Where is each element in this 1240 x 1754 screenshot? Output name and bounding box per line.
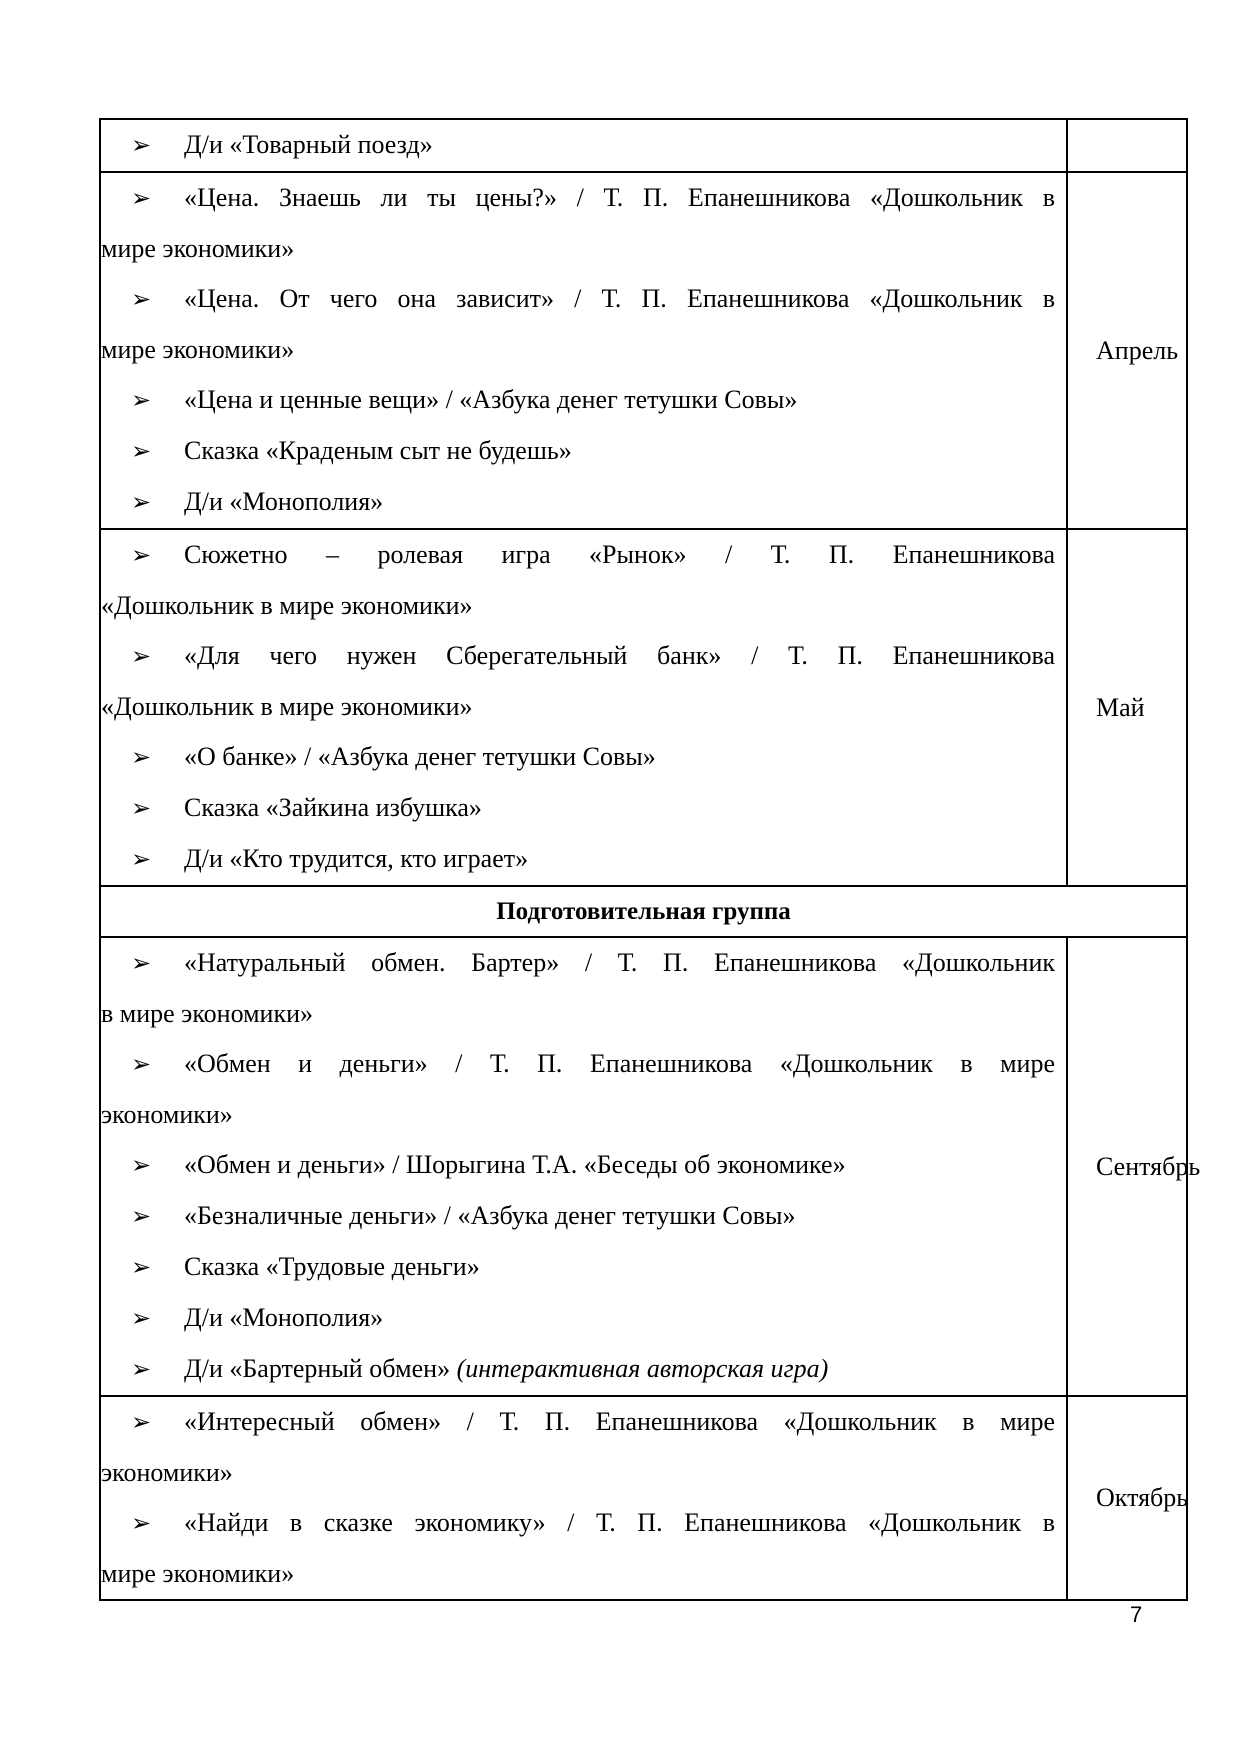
- list-item: [131, 274, 1055, 325]
- list-item: [131, 732, 1055, 783]
- arrow-bullet-icon: ➢: [131, 847, 152, 873]
- activities-cell: [100, 172, 1067, 529]
- table-row: [100, 937, 1187, 1396]
- table-row: [100, 172, 1187, 529]
- group-header-row: [100, 886, 1187, 937]
- plan-table: [99, 118, 1201, 1601]
- list-item: [131, 1242, 1055, 1293]
- list-item: [131, 631, 1055, 682]
- arrow-bullet-icon: ➢: [131, 1306, 152, 1332]
- item-text: Д/и «Монополия»: [184, 1303, 384, 1332]
- arrow-bullet-icon: ➢: [131, 439, 152, 465]
- item-note: (интерактивная авторская игра): [456, 1354, 829, 1383]
- item-text: «Цена. Знаешь ли ты цены?» / Т. П. Епанешникова «Дошкольник в: [184, 183, 1055, 212]
- item-text: Сюжетно – ролевая игра «Рынок» / Т. П. Епанешникова: [184, 540, 1055, 569]
- item-text: Д/и «Кто трудится, кто играет»: [184, 844, 529, 873]
- list-item: [131, 1293, 1055, 1344]
- item-text: «Интересный обмен» / Т. П. Епанешникова «Дошкольник в мире: [184, 1407, 1055, 1436]
- item-text-continuation: мире экономики»: [101, 234, 295, 263]
- arrow-bullet-icon: ➢: [131, 287, 152, 313]
- arrow-bullet-icon: ➢: [131, 1204, 152, 1230]
- item-text-continuation: в мире экономики»: [101, 999, 313, 1028]
- table-row: [100, 119, 1187, 172]
- arrow-bullet-icon: ➢: [131, 1410, 152, 1436]
- list-item: [131, 1140, 1055, 1191]
- item-text-continuation: экономики»: [101, 1100, 233, 1129]
- activities-cell: [100, 1396, 1067, 1600]
- group-title: Подготовительная группа: [100, 886, 1187, 937]
- item-text-continuation: мире экономики»: [101, 335, 295, 364]
- list-item: [131, 1397, 1055, 1448]
- list-item: [131, 1039, 1055, 1090]
- list-item: [131, 426, 1055, 477]
- arrow-bullet-icon: ➢: [131, 543, 152, 569]
- item-text: Сказка «Трудовые деньги»: [184, 1252, 480, 1281]
- arrow-bullet-icon: ➢: [131, 644, 152, 670]
- arrow-bullet-icon: ➢: [131, 1511, 152, 1537]
- item-text-continuation: мире экономики»: [101, 1559, 295, 1588]
- month-cell: Октябрь: [1067, 1396, 1187, 1600]
- item-text: Сказка «Краденым сыт не будешь»: [184, 436, 572, 465]
- arrow-bullet-icon: ➢: [131, 745, 152, 771]
- item-text: Д/и «Монополия»: [184, 487, 384, 516]
- arrow-bullet-icon: ➢: [131, 1052, 152, 1078]
- month-cell: Апрель: [1067, 172, 1187, 529]
- item-text: Сказка «Зайкина избушка»: [184, 793, 482, 822]
- table-row: [100, 529, 1187, 886]
- arrow-bullet-icon: ➢: [131, 186, 152, 212]
- item-text: «Обмен и деньги» / Шорыгина Т.А. «Беседы об экономике»: [184, 1150, 846, 1179]
- arrow-bullet-icon: ➢: [131, 1153, 152, 1179]
- arrow-bullet-icon: ➢: [131, 133, 152, 159]
- table-row: [100, 1396, 1187, 1600]
- list-item: [131, 1344, 1055, 1395]
- list-item: [131, 834, 1055, 885]
- list-item: [131, 477, 1055, 528]
- item-text-continuation: экономики»: [101, 1458, 233, 1487]
- month-cell: Сентябрь: [1067, 937, 1187, 1396]
- item-text: «Для чего нужен Сберегательный банк» / Т. П. Епанешникова: [184, 641, 1055, 670]
- arrow-bullet-icon: ➢: [131, 796, 152, 822]
- item-text: Д/и «Товарный поезд»: [184, 130, 433, 159]
- month-cell: [1067, 119, 1187, 172]
- list-item: [131, 1191, 1055, 1242]
- list-item: [131, 173, 1055, 224]
- arrow-bullet-icon: ➢: [131, 490, 152, 516]
- item-text: «Цена и ценные вещи» / «Азбука денег тетушки Совы»: [184, 385, 798, 414]
- arrow-bullet-icon: ➢: [131, 1357, 152, 1383]
- list-item: [131, 783, 1055, 834]
- list-item: [131, 375, 1055, 426]
- item-text: «Безналичные деньги» / «Азбука денег тетушки Совы»: [184, 1201, 796, 1230]
- arrow-bullet-icon: ➢: [131, 388, 152, 414]
- item-text-continuation: «Дошкольник в мире экономики»: [101, 692, 473, 721]
- activities-cell: [100, 119, 1067, 172]
- item-text: «Цена. От чего она зависит» / Т. П. Епанешникова «Дошкольник в: [184, 284, 1055, 313]
- item-text: «Натуральный обмен. Бартер» / Т. П. Епанешникова «Дошкольник: [184, 948, 1055, 977]
- list-item: [131, 120, 1055, 171]
- arrow-bullet-icon: ➢: [131, 1255, 152, 1281]
- item-text-continuation: «Дошкольник в мире экономики»: [101, 591, 473, 620]
- list-item: [131, 1498, 1055, 1549]
- month-cell: Май: [1067, 529, 1187, 886]
- activities-cell: [100, 529, 1067, 886]
- item-text: «Обмен и деньги» / Т. П. Епанешникова «Дошкольник в мире: [184, 1049, 1055, 1078]
- list-item: [131, 530, 1055, 581]
- arrow-bullet-icon: ➢: [131, 951, 152, 977]
- page-number: 7: [1130, 1602, 1143, 1627]
- item-text: «О банке» / «Азбука денег тетушки Совы»: [184, 742, 656, 771]
- item-text: «Найди в сказке экономику» / Т. П. Епанешникова «Дошкольник в: [184, 1508, 1055, 1537]
- activities-cell: [100, 937, 1067, 1396]
- list-item: [131, 938, 1055, 989]
- item-text: Д/и «Бартерный обмен»: [184, 1354, 451, 1383]
